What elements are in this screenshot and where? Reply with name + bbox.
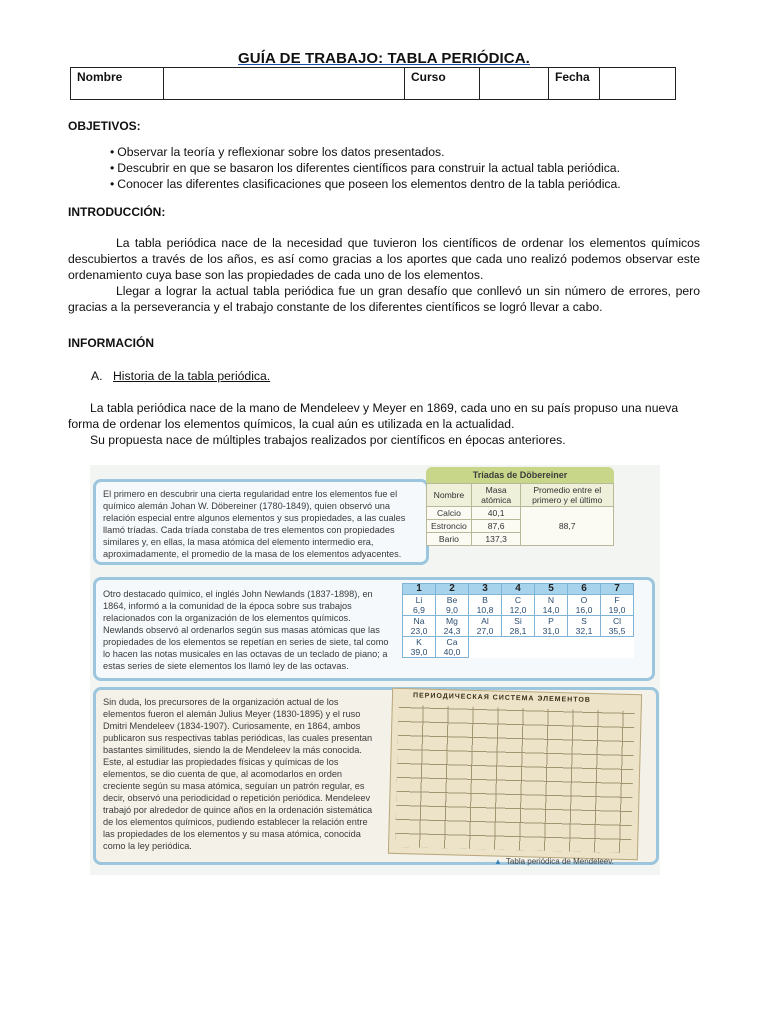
table-cell bbox=[568, 616, 601, 637]
element-mass: 16,0 bbox=[575, 605, 593, 615]
element-symbol: S bbox=[581, 616, 587, 626]
mendeleev-text: Sin duda, los precursores de la organización actual de los elementos fueron el alemán Julius Meyer (1830-1895) y el ruso Dmitri Mendeleev (1834-1907). Curiosamente, en 1864, ambos publicaron sus respectivas tablas periódicas, las cuales presentan bastantes similitudes, siendo la de Mendeleev la más conocida. Este, al estudiar las propiedades físicas y químicas de los elementos, se dio cuenta de que, al acomodarlos en orden creciente según su masa atómica, seguían un patrón regular, es decir, observó una periodicidad o repetición periódica. Mendeleev trabajó por alrededor de quince años en la ordenación sistemática de los elementos químicos, pudiendo establecer la relación entre las propiedades de los elementos y su masa atómica, conocida como la ley periódica. bbox=[103, 697, 373, 851]
mendeleev-table-header: ПЕРИОДИЧЕСКАЯ СИСТЕМА ЭЛЕМЕНТОВ bbox=[412, 692, 591, 704]
student-info-table bbox=[70, 67, 676, 100]
triadas-header-masa: Masa atómica bbox=[471, 484, 521, 507]
objetivos-heading: OBJETIVOS: bbox=[68, 119, 141, 133]
table-cell bbox=[535, 616, 568, 637]
element-mass: 39,0 bbox=[410, 647, 428, 657]
table-cell bbox=[601, 616, 634, 637]
table-cell bbox=[601, 595, 634, 616]
table-cell: 87,6 bbox=[471, 520, 521, 533]
triadas-header-promedio: Promedio entre el primero y el último bbox=[521, 484, 614, 507]
section-letter: A. bbox=[91, 369, 103, 383]
element-mass: 32,1 bbox=[575, 626, 593, 636]
table-cell bbox=[469, 616, 502, 637]
nombre-field[interactable] bbox=[164, 68, 405, 100]
element-mass: 28,1 bbox=[509, 626, 527, 636]
table-cell: 137,3 bbox=[471, 533, 521, 546]
element-mass: 14,0 bbox=[542, 605, 560, 615]
dobereiner-box bbox=[93, 479, 429, 565]
triadas-title: Tríadas de Döbereiner bbox=[426, 467, 614, 483]
element-mass: 27,0 bbox=[476, 626, 494, 636]
table-cell bbox=[469, 637, 502, 658]
newlands-table bbox=[402, 583, 634, 658]
table-cell bbox=[535, 637, 568, 658]
element-mass: 12,0 bbox=[509, 605, 527, 615]
table-cell bbox=[502, 616, 535, 637]
fecha-label: Fecha bbox=[549, 68, 600, 100]
triangle-icon: ▲ bbox=[494, 857, 502, 866]
table-cell bbox=[436, 616, 469, 637]
curso-field[interactable] bbox=[480, 68, 549, 100]
table-cell bbox=[403, 637, 436, 658]
element-mass: 9,0 bbox=[446, 605, 458, 615]
table-cell: 7 bbox=[601, 584, 634, 595]
element-symbol: Al bbox=[481, 616, 489, 626]
page-title: GUÍA DE TRABAJO: TABLA PERIÓDICA. bbox=[238, 50, 530, 67]
table-cell bbox=[568, 637, 601, 658]
element-symbol: O bbox=[580, 595, 588, 605]
textbook-excerpt bbox=[90, 465, 660, 875]
triadas-average: 88,7 bbox=[521, 507, 614, 546]
table-cell: 5 bbox=[535, 584, 568, 595]
list-item: • Observar la teoría y reflexionar sobre los datos presentados. bbox=[110, 144, 621, 160]
element-symbol: F bbox=[614, 595, 620, 605]
dobereiner-text: El primero en descubrir una cierta regularidad entre los elementos fue el químico alemán Johan W. Döbereiner (1780-1849), quien observó una relación especial entre algunos elementos y sus propiedades, a las cuales llamó tríadas. Cada tríada constaba de tres elementos con propiedades similares y, en ellas, la masa atómica del elemento intermedio era, aproximadamente, el promedio de la masa de los elementos adyacentes. bbox=[103, 489, 406, 559]
intro-paragraph-1: La tabla periódica nace de la necesidad que tuvieron los científicos de ordenar los elementos químicos descubiertos a través de los años, es así como gracias a los aportes que cada uno realizó podemos observar este ordenamiento cuya base son las propiedades de cada uno de los elementos. bbox=[68, 236, 700, 282]
table-cell: 40,1 bbox=[471, 507, 521, 520]
newlands-text: Otro destacado químico, el inglés John Newlands (1837-1898), en 1864, informó a la comunidad de la época sobre sus trabajos relacionados con la organización de los elementos químicos. Newlands observó al ordenarlos según sus masas atómicas que las propiedades de los elementos se repetían en series de siete, tal como lo hacen las notas musicales en las octavas de un teclado de piano; a estas series de siete elementos los llamó ley de las octavas. bbox=[103, 589, 389, 671]
element-symbol: C bbox=[514, 595, 522, 605]
element-symbol: Na bbox=[413, 616, 425, 626]
table-cell bbox=[469, 595, 502, 616]
table-cell bbox=[502, 637, 535, 658]
table-cell: Bario bbox=[427, 533, 472, 546]
element-symbol: Ca bbox=[446, 637, 458, 647]
element-symbol: Be bbox=[446, 595, 458, 605]
introduccion-heading: INTRODUCCIÓN: bbox=[68, 205, 166, 219]
mendeleev-caption bbox=[494, 857, 614, 866]
element-mass: 23,0 bbox=[410, 626, 428, 636]
element-mass: 35,5 bbox=[608, 626, 626, 636]
table-cell: 4 bbox=[502, 584, 535, 595]
table-cell bbox=[403, 616, 436, 637]
list-item: • Conocer las diferentes clasificaciones que poseen los elementos dentro de la tabla periódica. bbox=[110, 176, 621, 192]
mendeleev-table-photo bbox=[388, 688, 642, 860]
element-symbol: Li bbox=[415, 595, 423, 605]
nombre-label: Nombre bbox=[71, 68, 164, 100]
table-cell bbox=[502, 595, 535, 616]
section-title: Historia de la tabla periódica. bbox=[113, 369, 271, 383]
table-cell bbox=[601, 637, 634, 658]
table-cell: 2 bbox=[436, 584, 469, 595]
info-paragraph-2: Su propuesta nace de múltiples trabajos realizados por científicos en épocas anteriores. bbox=[90, 433, 566, 447]
element-mass: 10,8 bbox=[476, 605, 494, 615]
table-cell bbox=[403, 595, 436, 616]
curso-label: Curso bbox=[405, 68, 480, 100]
intro-paragraph-2: Llegar a lograr la actual tabla periódica fue un gran desafío que conllevó un sin número de errores, pero gracias a la perseverancia y el trabajo constante de los diferentes científicos se logró llevar a cabo. bbox=[68, 284, 700, 314]
informacion-heading: INFORMACIÓN bbox=[68, 336, 154, 350]
element-mass: 6,9 bbox=[413, 605, 425, 615]
table-cell: Estroncio bbox=[427, 520, 472, 533]
table-cell: 1 bbox=[403, 584, 436, 595]
element-symbol: K bbox=[416, 637, 422, 647]
objetivos-list bbox=[110, 144, 621, 192]
element-symbol: Cl bbox=[612, 616, 622, 626]
table-cell: 3 bbox=[469, 584, 502, 595]
element-symbol: P bbox=[548, 616, 554, 626]
mendeleev-table-grid bbox=[395, 705, 635, 853]
fecha-field[interactable] bbox=[600, 68, 676, 100]
table-cell bbox=[436, 595, 469, 616]
table-cell bbox=[535, 595, 568, 616]
newlands-box bbox=[93, 577, 655, 681]
info-paragraph-1: La tabla periódica nace de la mano de Mendeleev y Meyer en 1869, cada uno en su país propuso una nueva forma de ordenar los elementos químicos, la cual aún es utilizada en la actualidad. bbox=[68, 401, 679, 431]
table-cell bbox=[568, 595, 601, 616]
triadas-header-nombre: Nombre bbox=[427, 484, 472, 507]
element-mass: 31,0 bbox=[542, 626, 560, 636]
list-item: • Descubrir en que se basaron los diferentes científicos para construir la actual tabla periódica. bbox=[110, 160, 621, 176]
table-cell: 6 bbox=[568, 584, 601, 595]
element-mass: 19,0 bbox=[608, 605, 626, 615]
table-cell: Calcio bbox=[427, 507, 472, 520]
element-symbol: B bbox=[482, 595, 488, 605]
caption-text: Tabla periódica de Mendeleev. bbox=[505, 857, 614, 866]
triadas-table bbox=[426, 483, 614, 546]
element-symbol: Mg bbox=[446, 616, 458, 626]
table-cell bbox=[436, 637, 469, 658]
element-mass: 24,3 bbox=[443, 626, 461, 636]
element-mass: 40,0 bbox=[443, 647, 461, 657]
element-symbol: N bbox=[547, 595, 555, 605]
element-symbol: Si bbox=[514, 616, 522, 626]
